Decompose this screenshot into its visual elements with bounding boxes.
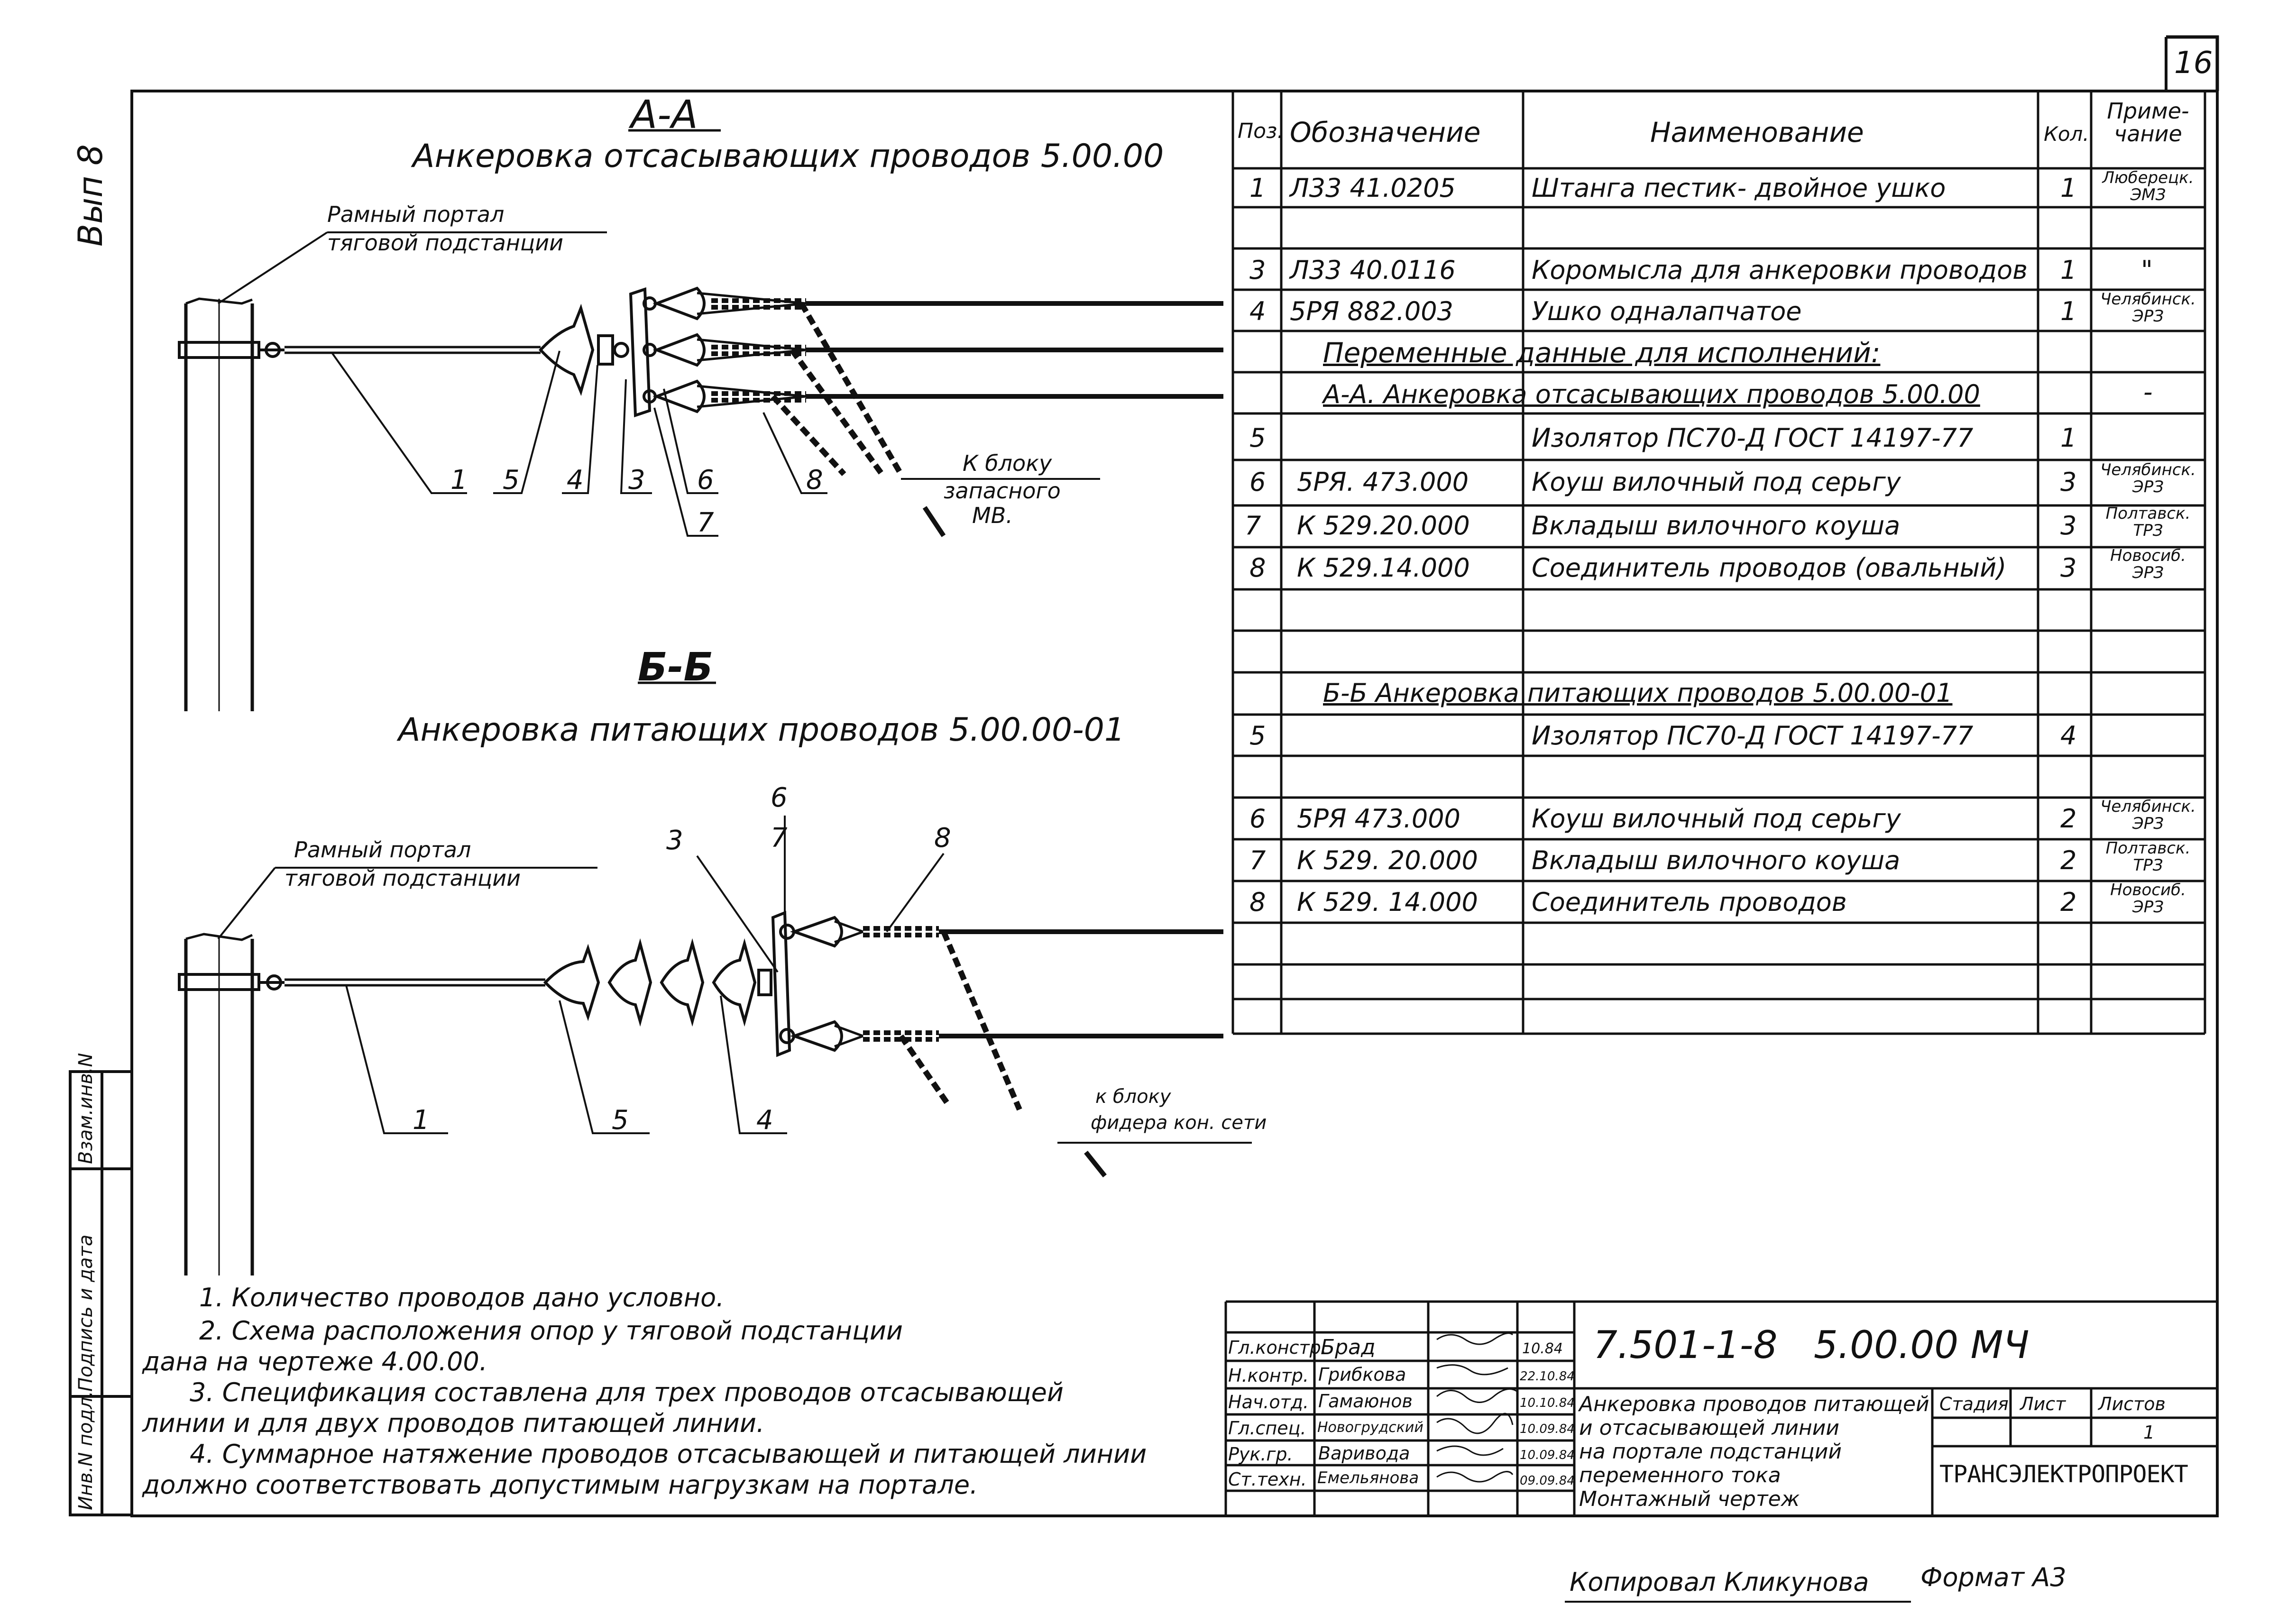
spec-row-name: Штанга пестик- двойное ушко — [1532, 173, 1946, 203]
stamp-inv-label: Инв.N подл. — [75, 1391, 97, 1510]
staff-role: Рук.гр. — [1228, 1444, 1293, 1465]
callout-b-1: 1 — [413, 1105, 430, 1136]
callout-a-8: 8 — [806, 465, 823, 495]
wires-b — [939, 932, 1223, 1036]
staff-date: 10.09.84 — [1520, 1422, 1575, 1436]
view-b-title: Анкеровка питающих проводов 5.00.00-01 — [398, 711, 1125, 749]
view-b-block-note-2: фидера кон. сети — [1091, 1112, 1267, 1134]
staff-name: Брад — [1321, 1335, 1376, 1359]
tb-description-4: переменного тока — [1579, 1463, 1781, 1487]
tb-sheet-label: Лист — [2020, 1394, 2066, 1414]
spec-row-qty: 3 — [2060, 553, 2077, 583]
spec-row-note: Челябинск. ЭРЗ — [2100, 797, 2196, 833]
staff-role: Ст.техн. — [1228, 1469, 1307, 1490]
spec-row-name: Вкладыш вилочного коуша — [1532, 845, 1901, 875]
spec-row-pos: 7 — [1245, 511, 1261, 541]
staff-date: 10.84 — [1522, 1340, 1563, 1357]
wires-a — [806, 303, 1223, 396]
stamp-replace-label: Взам.инв.N — [75, 1053, 97, 1164]
spec-row-qty: 2 — [2060, 804, 2077, 834]
view-a-block-note-3: МВ. — [972, 503, 1013, 528]
spec-row-name: Коромысла для анкеровки проводов — [1532, 255, 2028, 285]
spec-header-pos: Поз. — [1238, 119, 1284, 143]
spec-row-name: Коуш вилочный под серьгу — [1532, 467, 1901, 497]
callout-a-3: 3 — [628, 465, 645, 495]
spec-row-designation: К 529. 20.000 — [1297, 845, 1478, 875]
note-4: 4. Суммарное натяжение проводов отсасывающей и питающей линии — [190, 1439, 1147, 1469]
spec-row-qty: 1 — [2060, 173, 2077, 203]
view-a-portal-label-2: тяговой подстанции — [327, 230, 564, 256]
staff-role: Н.контр. — [1228, 1365, 1309, 1386]
spec-row-designation: К 529.20.000 — [1297, 511, 1470, 541]
staff-name: Грибкова — [1318, 1364, 1406, 1385]
spec-row-pos: 5 — [1249, 423, 1266, 453]
note-4b: должно соответствовать допустимым нагрузкам на портале. — [142, 1470, 978, 1500]
spec-row-name: Соединитель проводов — [1532, 887, 1847, 917]
callout-a-4: 4 — [567, 465, 584, 495]
droppers-a — [773, 303, 901, 474]
spec-row-qty: 1 — [2060, 255, 2077, 285]
spec-row-pos: 1 — [1249, 173, 1266, 203]
note-3b: линии и для двух проводов питающей линии. — [142, 1408, 765, 1438]
drawing-code: 7.501-1-8 5.00.00 МЧ — [1593, 1323, 2030, 1367]
staff-date: 09.09.84 — [1520, 1474, 1575, 1488]
spec-row-note: " — [2141, 255, 2153, 285]
spec-row-qty: 1 — [2060, 296, 2077, 326]
spec-row-name: Изолятор ПС70-Д ГОСТ 14197-77 — [1532, 423, 1974, 453]
staff-date: 10.10.84 — [1520, 1396, 1575, 1410]
spec-row-qty: 2 — [2060, 887, 2077, 917]
spec-header-name: Наименование — [1650, 116, 1864, 148]
spec-row-name: Ушко одналапчатое — [1532, 296, 1802, 326]
callout-b-4: 4 — [756, 1105, 773, 1136]
staff-name: Новогрудский — [1317, 1419, 1424, 1436]
paper-format: Формат А3 — [1920, 1562, 2066, 1592]
tb-description-5: Монтажный чертеж — [1579, 1487, 1800, 1511]
droppers-b — [901, 932, 1019, 1110]
callout-a-7: 7 — [697, 507, 714, 538]
spec-subheading-bb: Б-Б Анкеровка питающих проводов 5.00.00-01 — [1323, 678, 1953, 708]
callout-b-3: 3 — [666, 825, 683, 856]
view-b-drawing — [179, 683, 1252, 1275]
spec-header-designation: Обозначение — [1290, 116, 1481, 148]
spec-row-designation: Л33 40.0116 — [1290, 255, 1456, 285]
tb-description-2: и отсасывающей линии — [1579, 1416, 1839, 1440]
view-a-portal-label-1: Рамный портал — [327, 202, 505, 227]
spec-row-pos: 6 — [1249, 467, 1266, 497]
spec-row-note: Полтавск. ТРЗ — [2105, 839, 2191, 875]
view-a-title: Анкеровка отсасывающих проводов 5.00.00 — [413, 138, 1164, 175]
spec-row-pos: 4 — [1249, 296, 1266, 326]
callout-b-7: 7 — [771, 823, 788, 853]
view-b-portal-label-1: Рамный портал — [294, 837, 471, 862]
spec-row-designation: 5РЯ 882.003 — [1290, 296, 1453, 326]
spec-row-designation: 5РЯ 473.000 — [1297, 804, 1460, 834]
note-3: 3. Спецификация составлена для трех проводов отсасывающей — [190, 1377, 1064, 1407]
callout-a-1: 1 — [450, 465, 468, 495]
spec-row-pos: 8 — [1249, 887, 1266, 917]
spec-row-pos: 5 — [1249, 721, 1266, 751]
spec-row-qty: 3 — [2060, 511, 2077, 541]
spec-row-note: Люберецк. ЭМЗ — [2102, 168, 2194, 204]
staff-date: 10.09.84 — [1520, 1448, 1575, 1462]
spec-row-note: Челябинск. ЭРЗ — [2100, 460, 2196, 496]
note-2b: дана на чертеже 4.00.00. — [142, 1347, 487, 1376]
staff-name: Варивода — [1318, 1443, 1410, 1464]
spec-row-name: Вкладыш вилочного коуша — [1532, 511, 1901, 541]
spec-subheading-variable: Переменные данные для исполнений: — [1323, 337, 1881, 369]
signatures — [1437, 1333, 1517, 1482]
tb-sheets-value: 1 — [2143, 1422, 2155, 1443]
corner-label: Вып 8 — [71, 144, 110, 247]
tb-organization: ТРАНСЭЛЕКТРОПРОЕКТ — [1939, 1460, 2188, 1488]
sheet-number: 16 — [2174, 46, 2213, 81]
spec-row-note: Полтавск. ТРЗ — [2105, 504, 2191, 540]
spec-header-note: Приме-чание — [2107, 98, 2189, 147]
tb-description-3: на портале подстанций — [1579, 1440, 1842, 1464]
spec-row-name: Коуш вилочный под серьгу — [1532, 804, 1901, 834]
spec-row-designation: К 529.14.000 — [1297, 553, 1470, 583]
staff-role: Нач.отд. — [1228, 1392, 1309, 1413]
spec-row-designation: 5РЯ. 473.000 — [1297, 467, 1469, 497]
spec-row-pos: 3 — [1249, 255, 1266, 285]
spec-row-name: Соединитель проводов (овальный) — [1532, 553, 2007, 583]
stamp-sign-label: Подпись и дата — [75, 1234, 97, 1392]
spec-header-qty: Кол. — [2044, 122, 2089, 146]
thimble-set-a — [644, 288, 806, 412]
spec-row-pos: 8 — [1249, 553, 1266, 583]
tb-description-1: Анкеровка проводов питающей — [1579, 1392, 1929, 1416]
insulator-string-b — [545, 944, 771, 1021]
note-2: 2. Схема расположения опор у тяговой подстанции — [199, 1316, 903, 1346]
spec-row-qty: 2 — [2060, 845, 2077, 875]
spec-row-note: - — [2143, 377, 2153, 407]
insulator-a — [541, 308, 593, 392]
callout-a-6: 6 — [697, 465, 714, 495]
view-a-block-note-1: К блоку — [963, 450, 1052, 476]
staff-role: Гл.констр. — [1228, 1337, 1327, 1358]
spec-row-qty: 3 — [2060, 467, 2077, 497]
callout-a-5: 5 — [503, 465, 520, 495]
staff-role: Гл.спец. — [1228, 1418, 1306, 1439]
spec-subheading-aa: А-А. Анкеровка отсасывающих проводов 5.00.00 — [1323, 379, 1980, 409]
spec-row-note: Новосиб. ЭРЗ — [2110, 546, 2186, 582]
spec-row-note: Новосиб. ЭРЗ — [2110, 881, 2186, 917]
spec-row-pos: 7 — [1249, 845, 1266, 875]
tb-sheets-label: Листов — [2098, 1394, 2166, 1414]
spec-row-pos: 6 — [1249, 804, 1266, 834]
spec-row-note: Челябинск. ЭРЗ — [2100, 290, 2196, 326]
callout-b-6: 6 — [771, 782, 788, 813]
view-b-portal-label-2: тяговой подстанции — [285, 865, 521, 891]
callout-b-8: 8 — [934, 823, 951, 853]
staff-date: 22.10.84 — [1520, 1369, 1575, 1384]
tb-stage-label: Стадия — [1939, 1394, 2009, 1414]
spec-row-designation: К 529. 14.000 — [1297, 887, 1478, 917]
callout-b-5: 5 — [612, 1105, 629, 1136]
view-a-block-note-2: запасного — [944, 478, 1061, 504]
thimble-set-b — [781, 918, 939, 1050]
spec-row-qty: 4 — [2060, 721, 2077, 751]
view-b-block-note-1: к блоку — [1095, 1086, 1171, 1108]
view-b-section: Б-Б — [638, 645, 714, 690]
view-a-section: А-А — [631, 92, 698, 138]
spec-row-qty: 1 — [2060, 423, 2077, 453]
spec-row-name: Изолятор ПС70-Д ГОСТ 14197-77 — [1532, 721, 1974, 751]
staff-name: Емельянова — [1317, 1468, 1419, 1487]
spec-row-designation: Л33 41.0205 — [1290, 173, 1456, 203]
note-1: 1. Количество проводов дано условно. — [199, 1283, 725, 1312]
staff-name: Гамаюнов — [1318, 1391, 1413, 1412]
copied-by: Копировал Кликунова — [1570, 1567, 1869, 1597]
